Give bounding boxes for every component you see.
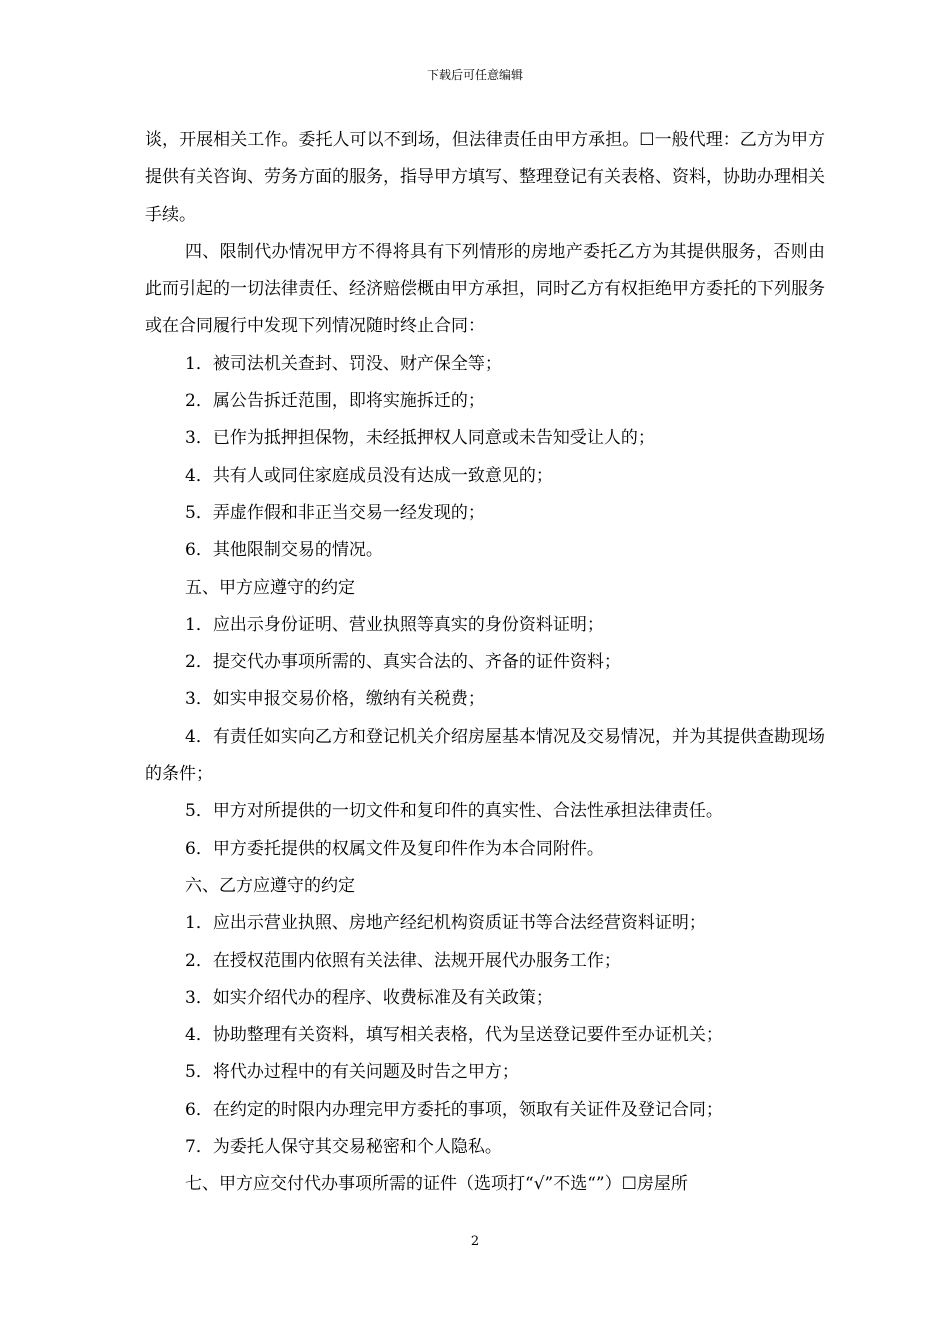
page-number: 2 xyxy=(470,1234,480,1249)
list-item: 3．如实介绍代办的程序、收费标准及有关政策； xyxy=(185,987,553,1008)
list-item: 3．已作为抵押担保物，未经抵押权人同意或未告知受让人的； xyxy=(185,428,655,449)
section-heading: 六、乙方应遵守的约定 xyxy=(185,875,355,896)
paragraph: 四、限制代办情况甲方不得将具有下列情形的房地产委托乙方为其提供服务，否则由此而引起的一切法律责任、经济赔偿概由甲方承担，同时乙方有权拒绝甲方委托的下列服务或在合同履行中发现下列情况随时终止合同： xyxy=(145,241,825,337)
list-item: 4．协助整理有关资料，填写相关表格，代为呈送登记要件至办证机关； xyxy=(185,1025,723,1046)
list-item: 5．将代办过程中的有关问题及时告之甲方； xyxy=(185,1062,519,1083)
list-item: 3．如实申报交易价格，缴纳有关税费； xyxy=(185,689,485,710)
list-item: 2．在授权范围内依照有关法律、法规开展代办服务工作； xyxy=(185,950,621,971)
page-header-note: 下载后可任意编辑 xyxy=(426,68,523,82)
list-item: 4．共有人或同住家庭成员没有达成一致意见的； xyxy=(185,465,553,486)
list-item: 2．属公告拆迁范围，即将实施拆迁的； xyxy=(185,391,485,412)
list-item: 2．提交代办事项所需的、真实合法的、齐备的证件资料； xyxy=(185,652,621,673)
list-item: 1．应出示营业执照、房地产经纪机构资质证书等合法经营资料证明； xyxy=(185,913,706,934)
list-item: 1．被司法机关查封、罚没、财产保全等； xyxy=(185,353,502,374)
list-item: 4．有责任如实向乙方和登记机关介绍房屋基本情况及交易情况，并为其提供查勘现场的条件； xyxy=(145,726,825,785)
list-item: 7．为委托人保守其交易秘密和个人隐私。 xyxy=(185,1137,502,1158)
list-item: 6．其他限制交易的情况。 xyxy=(185,540,383,561)
document-body xyxy=(145,122,825,1204)
section-heading: 七、甲方应交付代办事项所需的证件（选项打“√”不选“”）☐房屋所 xyxy=(185,1174,688,1195)
list-item: 6．甲方委托提供的权属文件及复印件作为本合同附件。 xyxy=(185,838,604,859)
list-item: 5．甲方对所提供的一切文件和复印件的真实性、合法性承担法律责任。 xyxy=(185,801,723,822)
section-heading: 五、甲方应遵守的约定 xyxy=(185,577,355,598)
list-item: 1．应出示身份证明、营业执照等真实的身份资料证明； xyxy=(185,614,604,635)
paragraph: 谈，开展相关工作。委托人可以不到场，但法律责任由甲方承担。☐一般代理：乙方为甲方提供有关咨询、劳务方面的服务，指导甲方填写、整理登记有关表格、资料，协助办理相关手续。 xyxy=(145,130,825,225)
list-item: 5．弄虚作假和非正当交易一经发现的； xyxy=(185,502,485,523)
list-item: 6．在约定的时限内办理完甲方委托的事项，领取有关证件及登记合同； xyxy=(185,1099,723,1120)
